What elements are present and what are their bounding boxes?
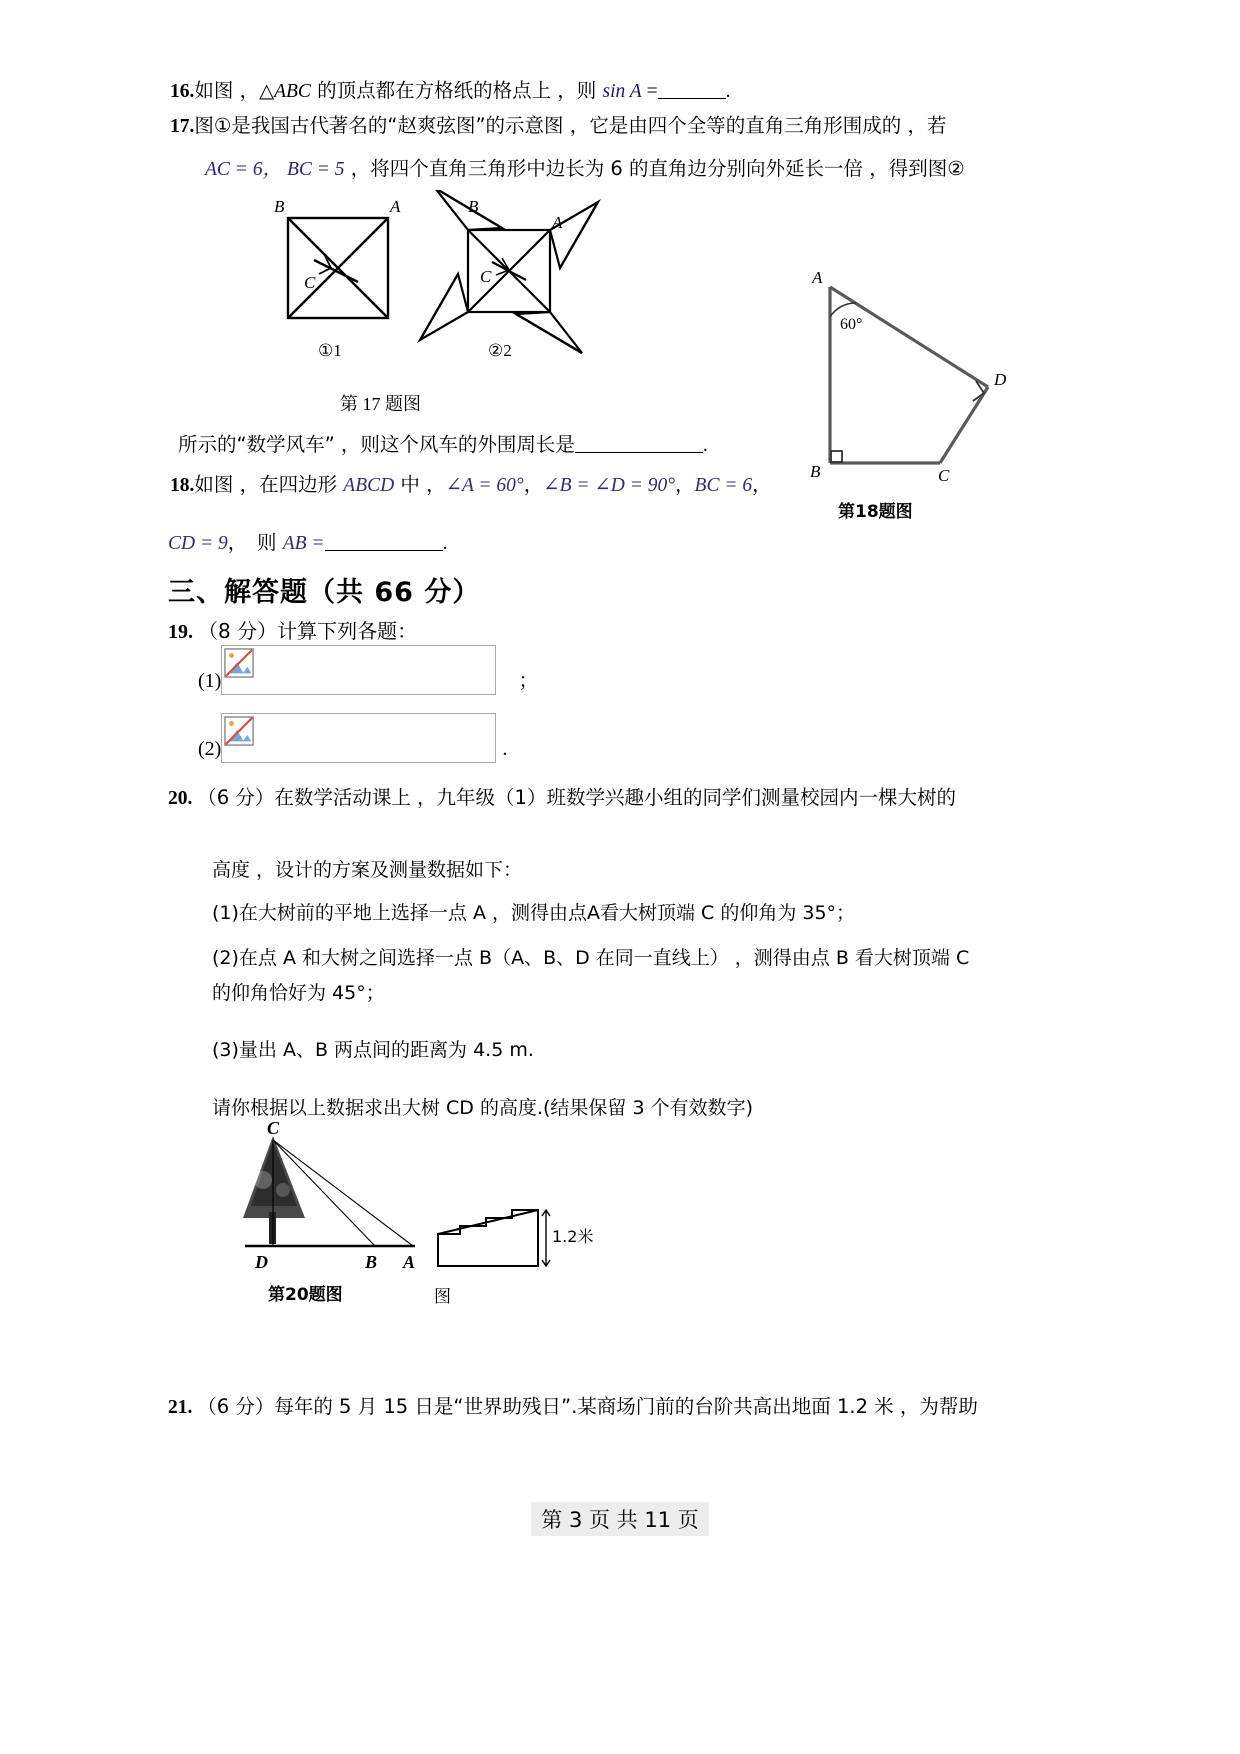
fig17-1-caption: ①1 [318, 341, 342, 360]
question-20-sub-2: (2)在点 A 和大树之间选择一点 B（A、B、D 在同一直线上） ，测得由点 B 看大树顶端 C [212, 947, 970, 969]
fig18-label-C: C [938, 466, 950, 485]
fig17-1-label-A: A [390, 197, 401, 216]
fig17-2-label-A: A [552, 213, 563, 232]
question-20 [168, 782, 1008, 815]
figure-20-steps-svg [430, 1190, 620, 1285]
figure-18-svg [790, 265, 1030, 495]
cd-equals-9: CD = 9 [168, 533, 228, 554]
question-18-period: . [442, 533, 448, 554]
ab-equals: AB = [282, 533, 325, 554]
question-17 [170, 113, 1010, 140]
question-16 [170, 78, 1000, 105]
figure-20-caption: 第20题图 [268, 1285, 343, 1305]
question-19-item-1-box[interactable] [221, 645, 496, 695]
math-pinwheel-diagram [420, 190, 598, 353]
angle-b-d-90: ∠B = ∠D = 90° [543, 475, 676, 496]
fig18-label-A: A [812, 268, 823, 287]
bc-equals-5: BC = 5 [286, 159, 345, 180]
question-19-item-1-label: (1) [198, 670, 222, 692]
quadrilateral-abcd-label: ABCD [343, 475, 395, 496]
section-3-heading: 三、解答题（共 66 分） [168, 577, 481, 608]
fig18-label-B: B [810, 462, 821, 481]
question-17-answer-blank[interactable] [575, 434, 703, 454]
question-19-score: （8 分） [198, 619, 278, 643]
fig20-label-C: C [267, 1120, 280, 1138]
question-16-period: . [725, 81, 731, 102]
angle-a-60: ∠A = 60° [445, 475, 524, 496]
question-18-text-a: 如图 ，在四边形 [194, 473, 344, 496]
question-17-line2 [205, 155, 1015, 184]
figure-20-steps-caption: 图 [434, 1287, 451, 1307]
question-16-text-b: 的顶点都在方格纸的格点上 ，则 [310, 79, 603, 102]
angle-arc-60 [830, 303, 856, 317]
steps-height-label: 1.2米 [552, 1227, 594, 1246]
fig17-2-label-B: B [468, 197, 479, 216]
question-19-prompt: 计算下列各题： [277, 619, 418, 643]
question-18-then: 则 [257, 531, 283, 554]
q18-sep-1: ， [523, 475, 544, 496]
question-20-score: （6 分） [197, 786, 275, 809]
question-19-number: 19. [168, 621, 193, 643]
figure-20-steps [430, 1190, 610, 1270]
fig17-2-label-C: C [480, 267, 492, 286]
question-19 [168, 615, 417, 644]
question-18-answer-blank[interactable] [325, 532, 443, 552]
question-20-ask: 请你根据以上数据求出大树 CD 的高度.(结果保留 3 个有效数字) [212, 1097, 754, 1119]
fig20-label-D: D [255, 1252, 268, 1272]
question-19-item-2-label: (2) [198, 738, 222, 760]
fig18-label-D: D [994, 370, 1007, 389]
question-19-item-2-box[interactable] [221, 713, 496, 763]
question-16-text-a: 如图 ， [194, 79, 260, 102]
q18-sep-4: ， [227, 533, 248, 554]
question-17-number: 17. [170, 116, 195, 137]
figure-20 [225, 1120, 445, 1280]
question-16-number: 16. [170, 81, 195, 102]
fig18-angle-label: 60° [840, 316, 863, 333]
broken-image-icon [224, 716, 254, 746]
broken-image-icon [224, 648, 254, 678]
question-19-item-1-trailer: ； [518, 670, 539, 692]
question-18 [170, 470, 810, 501]
fig20-label-B: B [365, 1252, 378, 1272]
fig17-2-caption: ②2 [488, 341, 512, 360]
ac-equals-6: AC = 6， [205, 159, 283, 180]
q18-sep-3: ， [752, 475, 772, 496]
bc-equals-6: BC = 6 [694, 475, 753, 496]
question-19-item-2-trailer: . [502, 738, 508, 760]
q18-sep-2: ， [675, 475, 695, 496]
question-20-sub-3: (3)量出 A、B 两点间的距离为 4.5 m. [212, 1039, 534, 1061]
question-16-answer-blank[interactable] [658, 80, 726, 100]
figure-20-svg [225, 1120, 445, 1285]
question-21-text: 每年的 5 月 15 日是“世界助残日”.某商场门前的台阶共高出地面 1.2 米 ，为帮助 [274, 1395, 978, 1418]
figure-17-svg [230, 190, 650, 405]
question-17-period: . [702, 435, 708, 456]
question-17-line1: 图①是我国古代著名的“赵爽弦图”的示意图 ，它是由四个全等的直角三角形围成的 ，若 [194, 114, 947, 137]
question-16-equals: = [641, 81, 658, 102]
page-footer [0, 1502, 1240, 1536]
figure-18 [790, 265, 1030, 495]
question-20-line1: 在数学活动课上 ，九年级（1）班数学兴趣小组的同学们测量校园内一棵大树的 [274, 786, 956, 809]
question-20-number: 20. [168, 788, 193, 809]
triangle-abc-label: △ABC [259, 81, 311, 102]
question-19-item-2 [198, 713, 507, 763]
zhaoshuang-square-diagram [288, 218, 388, 318]
fig20-label-A: A [403, 1252, 416, 1272]
question-21-score: （6 分） [197, 1395, 275, 1418]
right-angle-mark-b [831, 451, 842, 462]
question-17-tail-text: 所示的“数学风车” ，则这个风车的外围周长是 [178, 433, 575, 456]
question-18-text-b: 中 ， [394, 473, 446, 496]
sin-a-expression: sin A [602, 81, 642, 102]
question-20-line2: 高度 ，设计的方案及测量数据如下： [212, 859, 523, 881]
figure-17-caption: 第 17 题图 [340, 394, 421, 414]
question-20-sub-1: (1)在大树前的平地上选择一点 A ，测得由点A看大树顶端 C 的仰角为 35°； [212, 902, 856, 924]
quadrilateral-abcd-shape [830, 287, 988, 463]
figure-17 [230, 190, 650, 405]
question-17-line2-rest: ，将四个直角三角形中边长为 6 的直角边分别向外延长一倍 ，得到图② [344, 157, 965, 180]
question-19-item-1 [198, 645, 538, 695]
question-20-sub-2b: 的仰角恰好为 45°； [212, 982, 385, 1004]
fig17-1-label-B: B [274, 197, 285, 216]
question-21 [168, 1392, 1018, 1423]
tree-canopy [243, 1136, 305, 1218]
question-18-number: 18. [170, 475, 195, 496]
page-number-text: 第 3 页 共 11 页 [531, 1502, 708, 1536]
fig17-1-label-C: C [304, 273, 316, 292]
figure-18-caption: 第18题图 [838, 502, 913, 522]
question-18-line2 [168, 528, 668, 559]
question-21-number: 21. [168, 1397, 193, 1418]
question-17-tail [178, 432, 798, 459]
height-dimension [542, 1210, 550, 1266]
